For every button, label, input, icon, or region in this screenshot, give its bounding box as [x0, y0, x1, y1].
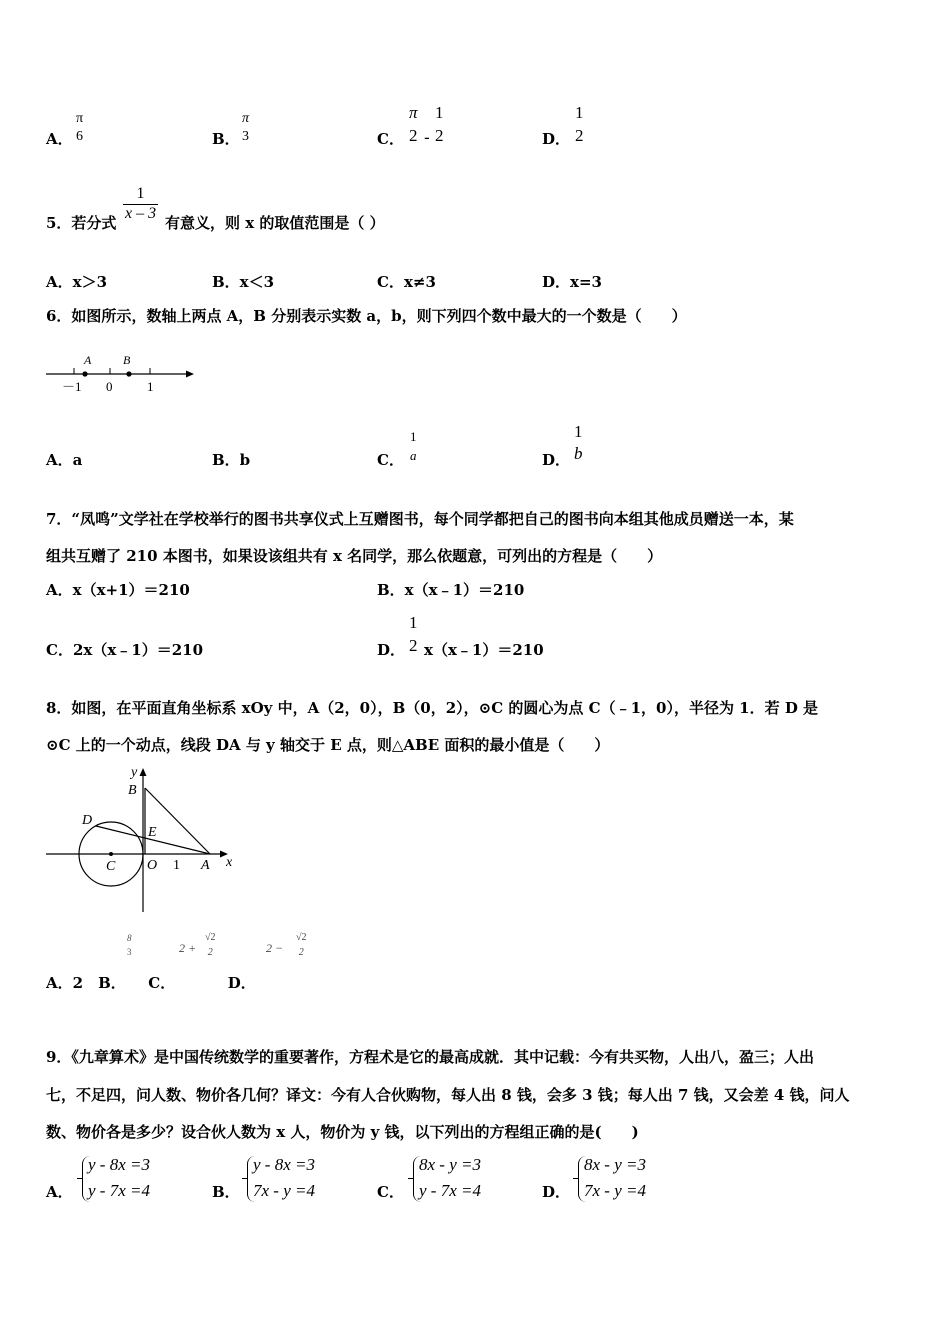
q4-option-c-label: C．	[377, 130, 404, 148]
q8-line-1: 8．如图，在平面直角坐标系 xOy 中，A（2，0），B（0，2），⊙C 的圆心为点 C（﹣1，0），半径为 1．若 D 是	[46, 699, 819, 717]
q6-option-d-fraction: 1 b	[574, 422, 583, 463]
q4-option-b-label: B．	[212, 130, 240, 148]
coordinate-figure	[44, 762, 240, 914]
y-axis-arrow	[140, 768, 147, 776]
q9-option-a-label: A．	[46, 1183, 73, 1201]
q8-small-fraction-d: √2 2	[296, 932, 307, 958]
segment-ba	[145, 788, 210, 854]
q6-option-c-fraction: 1 a	[410, 429, 417, 463]
q9-line-3: 数、物价各是多少？设合伙人数为 x 人，物价为 y 钱，以下列出的方程组正确的是( )	[46, 1123, 639, 1141]
q5-option-a: A．x＞3	[46, 273, 108, 291]
q8-small-fraction-c: √2 2	[205, 932, 216, 958]
label-o: O	[147, 858, 158, 873]
q7-line-1: 7．“凤鸣”文学社在学校举行的图书共享仪式上互赠图书，每个同学都把自己的图书向本组其他成员赠送一本，某	[46, 510, 794, 528]
q4-option-d-label: D．	[542, 130, 571, 148]
label-one: 1	[173, 858, 180, 873]
q8-line-2: ⊙C 上的一个动点，线段 DA 与 y 轴交于 E 点，则△ABE 面积的最小值是（ ）	[46, 736, 610, 754]
q9-option-c-label: C．	[377, 1183, 404, 1201]
q4-option-c-fraction-2: 1 2	[435, 103, 444, 145]
q7-option-d-label: D．	[377, 641, 406, 659]
q9-option-d-label: D．	[542, 1183, 571, 1201]
q9-option-c-system: 8x - y =3 y - 7x =4	[419, 1155, 481, 1200]
point-a-label: A	[84, 353, 92, 367]
q6-option-d-label: D．	[542, 451, 571, 469]
label-y: y	[131, 765, 138, 780]
q6-option-b: B．b	[212, 451, 251, 469]
q8-small-expr-c: 2 +	[179, 941, 197, 955]
number-line-figure	[44, 348, 204, 396]
label-e: E	[148, 825, 157, 840]
point-b	[126, 371, 131, 376]
label-a: A	[201, 858, 210, 873]
tick-neg1-label: －1	[62, 379, 82, 394]
q5-option-c: C．x≠3	[377, 273, 436, 291]
q4-option-b-fraction: π 3	[242, 111, 250, 144]
q5-prefix: 5．若分式	[46, 214, 117, 232]
point-b-label: B	[123, 353, 131, 367]
point-a	[82, 371, 87, 376]
center-c	[109, 852, 113, 856]
q7-option-d-fraction: 1 2	[409, 613, 418, 655]
label-x: x	[226, 855, 233, 870]
q5-option-b: B．x＜3	[212, 273, 275, 291]
q4-option-c-fraction-1: π 2	[409, 103, 418, 145]
q7-option-b: B．x（x﹣1）＝210	[377, 581, 525, 599]
tick-0-label: 0	[106, 379, 113, 394]
q8-small-expr-d: 2 −	[266, 941, 284, 955]
q7-option-a: A．x（x+1）＝210	[46, 581, 190, 599]
q4-option-d-fraction: 1 2	[575, 103, 584, 145]
label-d: D	[82, 813, 93, 828]
q8-options: A．2 B． C． D．	[46, 974, 256, 992]
label-c: C	[106, 859, 116, 874]
label-b: B	[128, 783, 137, 798]
q5-fraction: $\frac{1}{x - 3}$	[125, 185, 157, 222]
q9-option-b-system: y - 8x =3 7x - y =4	[253, 1155, 315, 1200]
q9-option-a-system: y - 8x =3 y - 7x =4	[88, 1155, 150, 1200]
q4-option-a-label: A．	[46, 130, 73, 148]
q5-option-d: D．x=3	[542, 273, 602, 291]
number-line-arrow	[186, 371, 194, 378]
q9-line-2: 七，不足四，问人数、物价各几何？译文：今有人合伙购物，每人出 8 钱，会多 3 钱；每人出 7 钱，又会差 4 钱，问人	[46, 1086, 850, 1104]
q4-option-c-minus: -	[424, 128, 430, 148]
q9-option-b-label: B．	[212, 1183, 240, 1201]
q6-option-a: A．a	[46, 451, 83, 469]
q9-line-1: 9．《九章算术》是中国传统数学的重要著作，方程术是它的最高成就．其中记载：今有共买物，人出八，盈三；人出	[46, 1048, 814, 1066]
q5-suffix: 有意义，则 x 的取值范围是（ ）	[165, 214, 385, 232]
q7-option-d-text: x（x﹣1）＝210	[424, 641, 544, 659]
q7-option-c: C．2x（x﹣1）＝210	[46, 641, 204, 659]
q4-option-a-fraction: π 6	[76, 111, 84, 144]
q6-option-c-label: C．	[377, 451, 404, 469]
q8-small-fraction-b: 8 3	[127, 933, 132, 957]
q7-line-2: 组共互赠了 210 本图书，如果设该组共有 x 名同学，那么依题意，可列出的方程是（ ）	[46, 547, 663, 565]
q9-option-d-system: 8x - y =3 7x - y =4	[584, 1155, 646, 1200]
q6-stem: 6．如图所示，数轴上两点 A，B 分别表示实数 a，b，则下列四个数中最大的一个数是（ ）	[46, 307, 687, 325]
tick-1-label: 1	[147, 379, 154, 394]
